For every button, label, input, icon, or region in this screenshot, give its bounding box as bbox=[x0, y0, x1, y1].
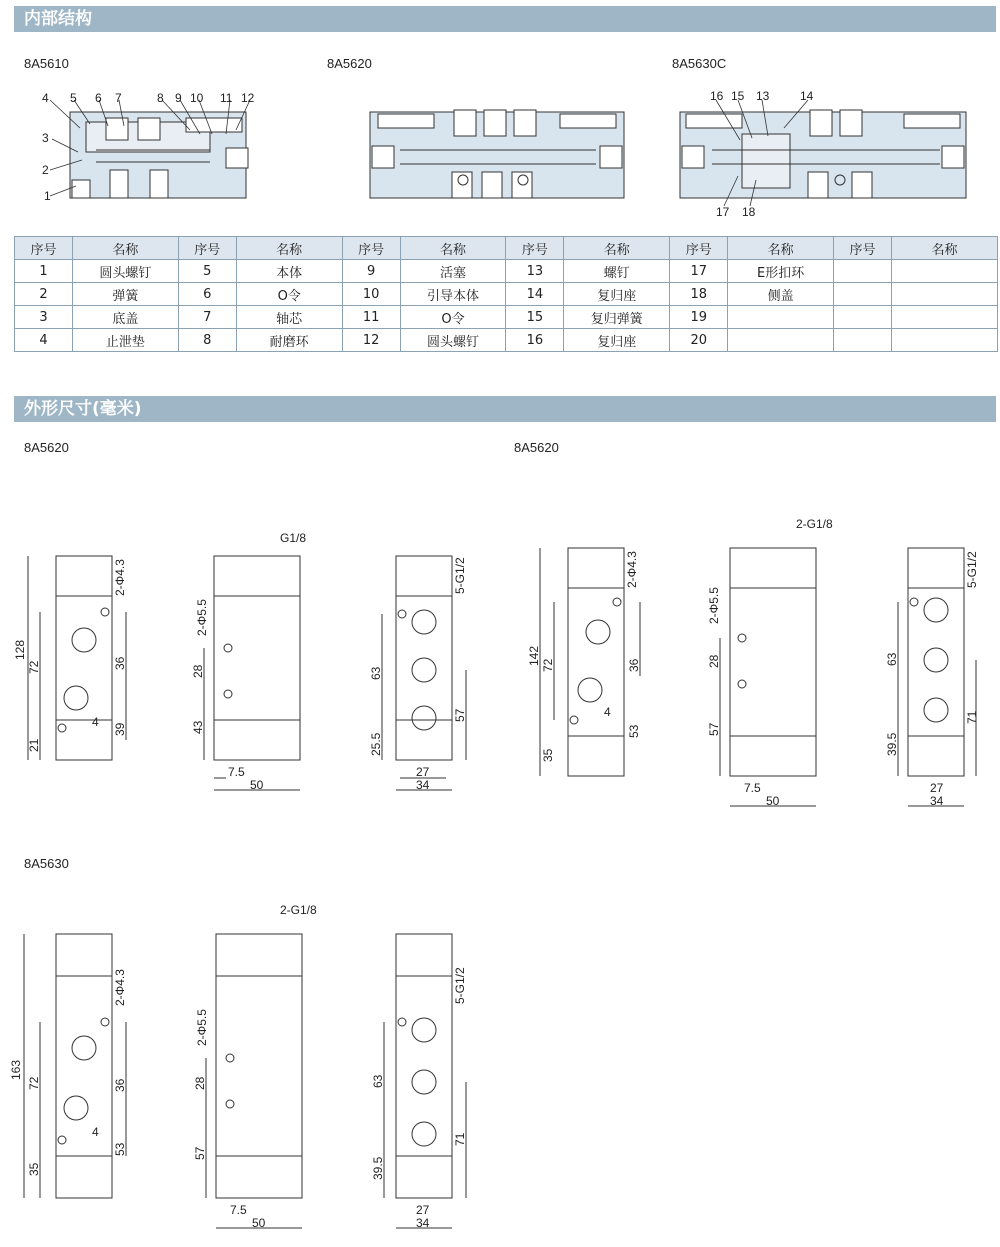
callout-4: 4 bbox=[42, 91, 49, 105]
dim2-front-50: 50 bbox=[766, 794, 780, 808]
dim3-side-overall: 163 bbox=[9, 1059, 23, 1080]
table-cell: O令 bbox=[236, 283, 342, 306]
header-no: 序号 bbox=[834, 237, 892, 260]
dim3-front-thread: 2-G1/8 bbox=[280, 903, 317, 917]
dim3-front-50: 50 bbox=[252, 1216, 266, 1230]
table-cell: 螺钉 bbox=[564, 260, 670, 283]
header-no: 序号 bbox=[178, 237, 236, 260]
callout-6: 6 bbox=[95, 91, 102, 105]
dim3-port-34: 34 bbox=[416, 1216, 430, 1230]
table-cell: 19 bbox=[670, 306, 728, 329]
model-label-dim-1: 8A5620 bbox=[24, 440, 69, 455]
callout-14: 14 bbox=[800, 89, 814, 103]
callout-13: 13 bbox=[756, 89, 770, 103]
table-cell: 17 bbox=[670, 260, 728, 283]
table-cell: 16 bbox=[506, 329, 564, 352]
header-no: 序号 bbox=[15, 237, 73, 260]
table-cell: 圆头螺钉 bbox=[400, 329, 506, 352]
dim3-side-35: 35 bbox=[27, 1162, 41, 1176]
header-name: 名称 bbox=[892, 237, 998, 260]
header-no: 序号 bbox=[342, 237, 400, 260]
dim2-side-4: 4 bbox=[604, 705, 611, 719]
dim1-side-21: 21 bbox=[27, 738, 41, 752]
callout-15: 15 bbox=[731, 89, 745, 103]
table-cell: 本体 bbox=[236, 260, 342, 283]
dim3-side-36: 36 bbox=[113, 1078, 127, 1092]
dim2-side-hole: 2-Φ4.3 bbox=[625, 551, 639, 588]
table-cell: 4 bbox=[15, 329, 73, 352]
dim1-port-34: 34 bbox=[416, 778, 430, 792]
dim1-side-overall: 128 bbox=[13, 639, 27, 660]
table-cell: 底盖 bbox=[72, 306, 178, 329]
callout-1: 1 bbox=[44, 189, 51, 203]
dim2-side-53: 53 bbox=[627, 724, 641, 738]
dim1-side-hole: 2-Φ4.3 bbox=[113, 559, 127, 596]
table-cell: 止泄垫 bbox=[72, 329, 178, 352]
dim2-front-thread: 2-G1/8 bbox=[796, 517, 833, 531]
header-name: 名称 bbox=[236, 237, 342, 260]
dim1-front-thread: G1/8 bbox=[280, 531, 307, 545]
dim1-front-43: 43 bbox=[191, 720, 205, 734]
callout-16: 16 bbox=[710, 89, 724, 103]
dim1-port-27: 27 bbox=[416, 765, 430, 779]
header-name: 名称 bbox=[72, 237, 178, 260]
table-cell: 3 bbox=[15, 306, 73, 329]
table-cell: O令 bbox=[400, 306, 506, 329]
dim3-port-39-5: 39.5 bbox=[371, 1156, 385, 1180]
dim2-port-39-5: 39.5 bbox=[885, 732, 899, 756]
dim2-port-thread: 5-G1/2 bbox=[965, 551, 979, 588]
dim1-port-25-5: 25.5 bbox=[369, 732, 383, 756]
dim3-side-4: 4 bbox=[92, 1125, 99, 1139]
dim1-front-50: 50 bbox=[250, 778, 264, 792]
dim1-side-72: 72 bbox=[27, 660, 41, 674]
dim2-port-71: 71 bbox=[965, 710, 979, 724]
callout-8: 8 bbox=[157, 91, 164, 105]
dim2-side-overall: 142 bbox=[527, 645, 541, 666]
dim2-front-28: 28 bbox=[707, 654, 721, 668]
table-cell: 11 bbox=[342, 306, 400, 329]
dim1-front-28: 28 bbox=[191, 664, 205, 678]
dim1-side-4: 4 bbox=[92, 715, 99, 729]
model-label-5610: 8A5610 bbox=[24, 56, 69, 71]
model-label-dim-2: 8A5620 bbox=[514, 440, 559, 455]
table-cell: 10 bbox=[342, 283, 400, 306]
callout-2: 2 bbox=[42, 163, 49, 177]
table-cell: 8 bbox=[178, 329, 236, 352]
section-header-internal-structure: 内部结构 bbox=[14, 6, 996, 32]
dim3-port-27: 27 bbox=[416, 1203, 430, 1217]
dim1-port-57: 57 bbox=[453, 708, 467, 722]
table-cell: 轴芯 bbox=[236, 306, 342, 329]
table-cell: 14 bbox=[506, 283, 564, 306]
table-cell: 9 bbox=[342, 260, 400, 283]
table-cell: 15 bbox=[506, 306, 564, 329]
dim2-front-7-5: 7.5 bbox=[744, 781, 761, 795]
callout-7: 7 bbox=[115, 91, 122, 105]
table-cell: 活塞 bbox=[400, 260, 506, 283]
dim3-front-hole: 2-Φ5.5 bbox=[195, 1009, 209, 1046]
dim3-front-28: 28 bbox=[193, 1076, 207, 1090]
table-cell: 12 bbox=[342, 329, 400, 352]
callout-18: 18 bbox=[742, 205, 756, 219]
table-cell: 圆头螺钉 bbox=[72, 260, 178, 283]
table-cell: 7 bbox=[178, 306, 236, 329]
header-name: 名称 bbox=[564, 237, 670, 260]
table-cell: 弹簧 bbox=[72, 283, 178, 306]
header-no: 序号 bbox=[506, 237, 564, 260]
table-cell: 13 bbox=[506, 260, 564, 283]
dim3-front-7-5: 7.5 bbox=[230, 1203, 247, 1217]
model-label-dim-3: 8A5630 bbox=[24, 856, 69, 871]
dim3-side-hole: 2-Φ4.3 bbox=[113, 969, 127, 1006]
dim1-side-39: 39 bbox=[113, 722, 127, 736]
table-cell: 2 bbox=[15, 283, 73, 306]
callout-12: 12 bbox=[241, 91, 255, 105]
table-cell: 耐磨环 bbox=[236, 329, 342, 352]
table-cell: 复归座 bbox=[564, 329, 670, 352]
dim3-port-thread: 5-G1/2 bbox=[453, 967, 467, 1004]
dim2-side-36: 36 bbox=[627, 658, 641, 672]
dim2-port-27: 27 bbox=[930, 781, 944, 795]
dim1-port-63: 63 bbox=[369, 666, 383, 680]
dim2-port-63: 63 bbox=[885, 652, 899, 666]
dim1-front-hole: 2-Φ5.5 bbox=[195, 599, 209, 636]
callout-10: 10 bbox=[190, 91, 204, 105]
table-cell: 复归座 bbox=[564, 283, 670, 306]
dim2-side-72: 72 bbox=[541, 658, 555, 672]
dim3-side-72: 72 bbox=[27, 1076, 41, 1090]
table-cell: 1 bbox=[15, 260, 73, 283]
dim3-port-63: 63 bbox=[371, 1074, 385, 1088]
table-cell: 引导本体 bbox=[400, 283, 506, 306]
header-name: 名称 bbox=[400, 237, 506, 260]
table-cell: E形扣环 bbox=[728, 260, 834, 283]
dim2-port-34: 34 bbox=[930, 794, 944, 808]
dim1-front-7-5: 7.5 bbox=[228, 765, 245, 779]
callout-11: 11 bbox=[220, 91, 233, 105]
table-cell: 复归弹簧 bbox=[564, 306, 670, 329]
model-label-5630c: 8A5630C bbox=[672, 56, 727, 71]
section-header-dimensions: 外形尺寸(毫米) bbox=[14, 396, 996, 422]
model-label-5620: 8A5620 bbox=[327, 56, 372, 71]
table-cell: 20 bbox=[670, 329, 728, 352]
dim1-side-36: 36 bbox=[113, 656, 127, 670]
callout-17: 17 bbox=[716, 205, 730, 219]
table-cell: 18 bbox=[670, 283, 728, 306]
callout-5: 5 bbox=[70, 91, 77, 105]
header-no: 序号 bbox=[670, 237, 728, 260]
dim1-port-thread: 5-G1/2 bbox=[453, 557, 467, 594]
table-cell: 6 bbox=[178, 283, 236, 306]
dim2-front-hole: 2-Φ5.5 bbox=[707, 587, 721, 624]
table-cell: 侧盖 bbox=[728, 283, 834, 306]
table-cell: 5 bbox=[178, 260, 236, 283]
dim3-port-71: 71 bbox=[453, 1132, 467, 1146]
dim2-side-35: 35 bbox=[541, 748, 555, 762]
dim3-front-57: 57 bbox=[193, 1146, 207, 1160]
header-name: 名称 bbox=[728, 237, 834, 260]
callout-9: 9 bbox=[175, 91, 182, 105]
dim2-front-57: 57 bbox=[707, 722, 721, 736]
dim3-side-53: 53 bbox=[113, 1142, 127, 1156]
callout-3: 3 bbox=[42, 131, 49, 145]
